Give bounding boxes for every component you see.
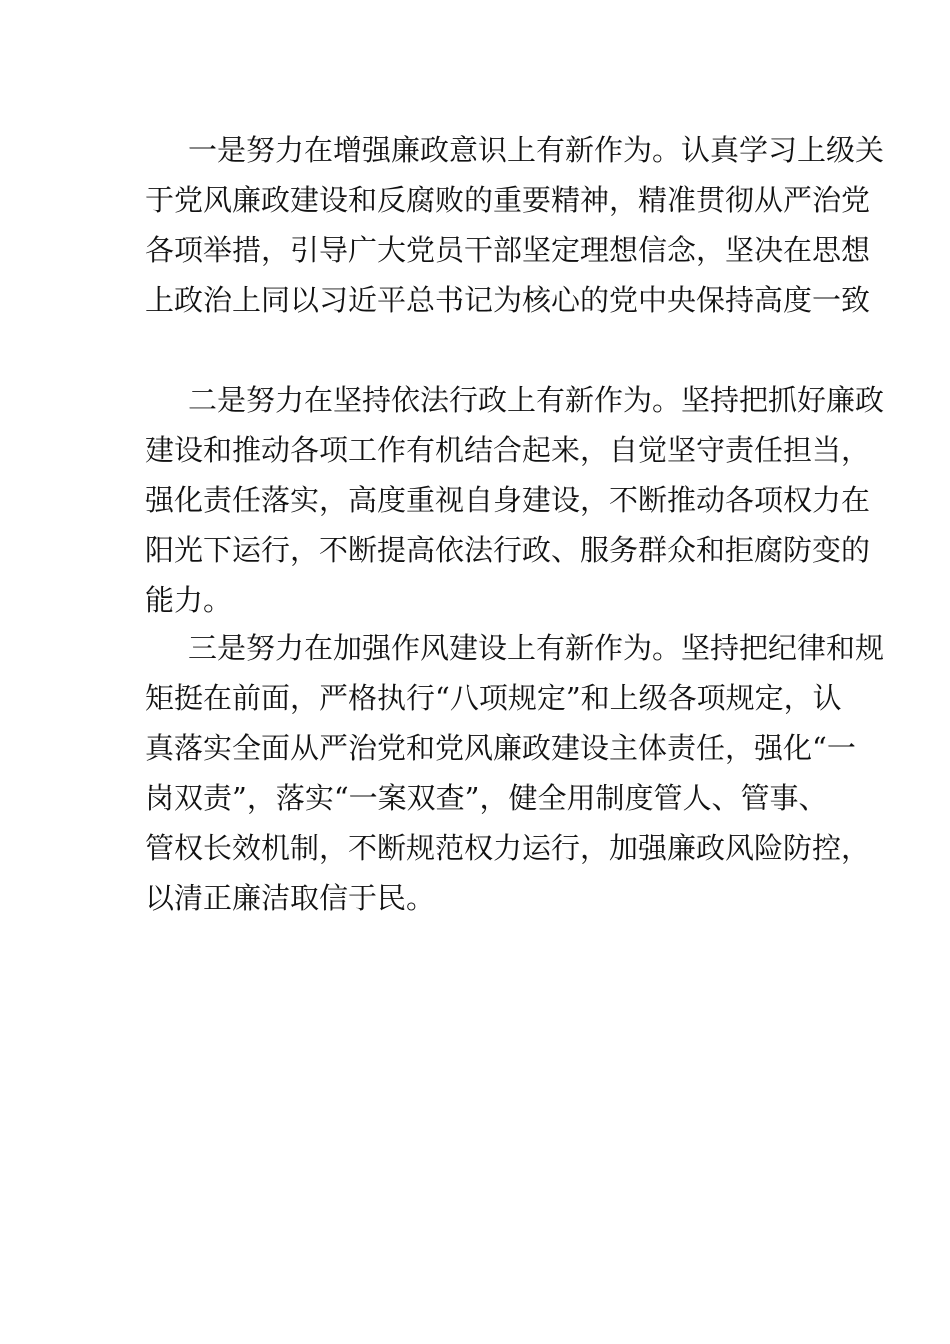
paragraph-line: 建设和推动各项工作有机结合起来，自觉坚守责任担当， <box>145 433 871 467</box>
paragraph-line: 矩挺在前面，严格执行“八项规定”和上级各项规定，认 <box>145 681 842 715</box>
paragraph-line: 能力。 <box>145 583 233 617</box>
paragraph-line: 上政治上同以习近平总书记为核心的党中央保持高度一致 <box>145 283 871 317</box>
paragraph-line: 岗双责”，落实“一案双查”，健全用制度管人、管事、 <box>145 781 828 815</box>
paragraph-line: 以清正廉洁取信于民。 <box>145 881 436 915</box>
paragraph-line: 于党风廉政建设和反腐败的重要精神，精准贯彻从严治党 <box>145 183 871 217</box>
paragraph-line: 三是努力在加强作风建设上有新作为。坚持把纪律和规 <box>188 631 885 665</box>
paragraph-line: 管权长效机制，不断规范权力运行，加强廉政风险防控， <box>145 831 871 865</box>
paragraph-line: 二是努力在坚持依法行政上有新作为。坚持把抓好廉政 <box>188 383 885 417</box>
paragraph-line: 一是努力在增强廉政意识上有新作为。认真学习上级关 <box>188 133 885 167</box>
paragraph-line: 真落实全面从严治党和党风廉政建设主体责任，强化“一 <box>145 731 856 765</box>
paragraph-line: 阳光下运行，不断提高依法行政、服务群众和拒腐防变的 <box>145 533 871 567</box>
paragraph-line: 各项举措，引导广大党员干部坚定理想信念，坚决在思想 <box>145 233 871 267</box>
paragraph-line: 强化责任落实，高度重视自身建设，不断推动各项权力在 <box>145 483 871 517</box>
